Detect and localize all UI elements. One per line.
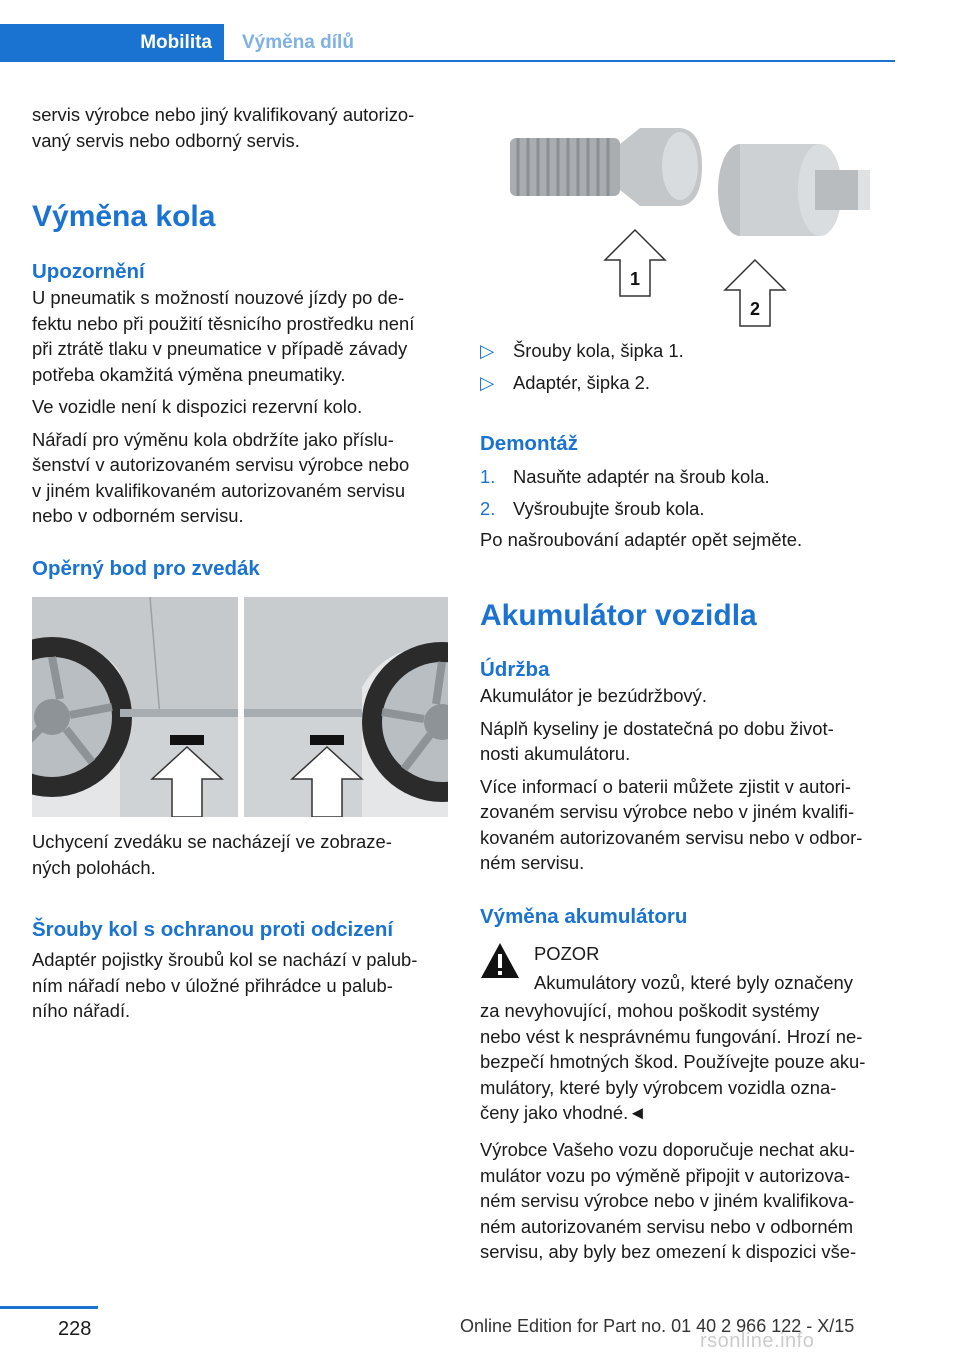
illustration-legend — [480, 338, 900, 395]
caution-body — [480, 998, 900, 1126]
tab-mobilita[interactable]: Mobilita — [0, 24, 224, 62]
bolts-text-line: ního nářadí. — [32, 1000, 131, 1021]
step-text: Nasuňte adaptér na šroub kola. — [513, 466, 770, 487]
step-number: 2. — [480, 497, 496, 519]
callout-1: 1 — [629, 269, 641, 289]
info-text-line: ném servisu. — [480, 852, 585, 873]
battery-replace-heading-block — [480, 904, 900, 930]
recommendation-text-line: Výrobce Vašeho vozu doporučuje nechat aku‐ — [480, 1139, 855, 1160]
recommendation-text-line: servisu, aby byly bez omezení k dispozici vše‐ — [480, 1241, 857, 1262]
heading-demontaz: Demontáž — [480, 432, 578, 455]
bolts-text-line: ním nářadí nebo v úložné přihrádce u palub‐ — [32, 974, 393, 996]
bolt-adapter-illustration — [480, 100, 894, 330]
bullet-triangle-icon: ▷ — [480, 371, 495, 393]
tools-text-line: šenství v autorizovaném servisu výrobce nebo — [32, 454, 410, 475]
jack-heading-block — [32, 556, 452, 582]
edition-text: Online Edition for Part no. 01 40 2 966 122 - X/15 — [460, 1316, 855, 1336]
list-item — [480, 338, 900, 364]
intro-text-line: vaný servis nebo odborný servis. — [32, 129, 300, 151]
caution-title-block — [534, 941, 894, 995]
caution-text-line: nebo vést k nesprávnému fungování. Hrozí ne‐ — [480, 1025, 863, 1047]
after-steps-text: Po našroubování adaptér opět sejměte. — [480, 529, 803, 550]
heading-locking-bolts: Šrouby kol s ochranou proti odcizení — [32, 918, 394, 941]
legend-text: Adaptér, šipka 2. — [513, 371, 650, 393]
page-header — [0, 0, 895, 62]
bullet-triangle-icon: ▷ — [480, 340, 495, 361]
tools-text-line: Nářadí pro výměnu kola obdržíte jako příslu‐ — [32, 428, 394, 450]
page-number: 228 — [58, 1318, 92, 1340]
jack-caption-line: ných polohách. — [32, 856, 156, 878]
heading-vymena-akumulatoru: Výměna akumulátoru — [480, 905, 688, 928]
jack-caption — [32, 829, 452, 880]
watermark: rsonline.info — [700, 1330, 815, 1352]
maint-text: Akumulátor je bezúdržbový. — [480, 685, 707, 706]
warning-text-line: U pneumatik s možností nouzové jízdy po de‐ — [32, 287, 405, 308]
tools-text-line: v jiném kvalifikovaném autorizovaném servisu — [32, 479, 406, 501]
removal-block — [480, 431, 900, 553]
spare-wheel-text: Ve vozidle není k dispozici rezervní kolo. — [32, 396, 363, 417]
left-column — [32, 102, 452, 153]
caution-text-line: bezpečí hmotných škod. Používejte pouze aku‐ — [480, 1051, 866, 1072]
footer-divider — [0, 1306, 98, 1309]
list-item — [480, 370, 900, 396]
intro-text-line: servis výrobce nebo jiný kvalifikovaný autorizo‐ — [32, 104, 415, 125]
recommendation-text-line: ném autorizovaném servisu nebo v odborném — [480, 1215, 854, 1237]
legend-text: Šrouby kola, šipka 1. — [513, 340, 684, 361]
tab-vymena-dilu[interactable]: Výměna dílů — [242, 32, 354, 53]
caution-text-line: Akumulátory vozů, které byly označeny — [534, 971, 853, 993]
list-item — [480, 464, 900, 490]
acid-text-line: Náplň kyseliny je dostatečná po dobu život‐ — [480, 717, 834, 739]
warning-block — [32, 259, 452, 529]
warning-text-line: fektu nebo při použití těsnicího prostředku není — [32, 312, 415, 334]
recommendation-text-line: ném servisu výrobce nebo v jiném kvalifikova‐ — [480, 1190, 855, 1211]
jack-caption-line: Uchycení zvedáku se nacházejí ve zobraze‐ — [32, 831, 392, 852]
bolts-text-line: Adaptér pojistky šroubů kol se nachází v palub‐ — [32, 949, 418, 970]
step-number: 1. — [480, 466, 496, 487]
heading-vymena-kola: Výměna kola — [32, 200, 216, 233]
info-text-line: Více informací o baterii můžete zjistit v autori‐ — [480, 775, 852, 797]
acid-text-line: nosti akumulátoru. — [480, 743, 631, 764]
tools-text-line: nebo v odborném servisu. — [32, 505, 244, 526]
jack-points-illustration — [32, 597, 448, 817]
caution-text-line: za nevyhovující, mohou poškodit systémy — [480, 1000, 820, 1021]
info-text-line: zovaném servisu výrobce nebo v jiném kvalifi‐ — [480, 801, 855, 822]
recommendation-text-line: mulátor vozu po výměně připojit v autorizova‐ — [480, 1164, 851, 1186]
callout-2: 2 — [749, 299, 761, 319]
step-text: Vyšroubujte šroub kola. — [513, 497, 705, 519]
warning-triangle-icon — [480, 941, 520, 981]
heading-jack-point: Opěrný bod pro zvedák — [32, 557, 260, 580]
heading-akumulator: Akumulátor vozidla — [480, 599, 757, 632]
header-divider — [0, 60, 895, 62]
maintenance-block — [480, 657, 900, 876]
section-battery — [480, 598, 900, 634]
recommendation-block — [480, 1137, 900, 1265]
warning-text-line: potřeba okamžitá výměna pneumatiky. — [32, 363, 346, 385]
heading-udrzba: Údržba — [480, 658, 550, 681]
caution-text-line: čeny jako vhodné.◄ — [480, 1102, 647, 1123]
section-wheel-change — [32, 199, 452, 235]
warning-text-line: při ztrátě tlaku v pneumatice v případě závady — [32, 338, 408, 359]
info-text-line: kovaném autorizovaném servisu nebo v odbor‐ — [480, 826, 863, 848]
list-item — [480, 496, 900, 522]
caution-text-line: mulátory, které byly výrobcem vozidla ozna‐ — [480, 1076, 837, 1098]
caution-title: POZOR — [534, 943, 600, 964]
heading-upozorneni: Upozornění — [32, 260, 145, 283]
locking-bolts-block — [32, 917, 452, 1024]
